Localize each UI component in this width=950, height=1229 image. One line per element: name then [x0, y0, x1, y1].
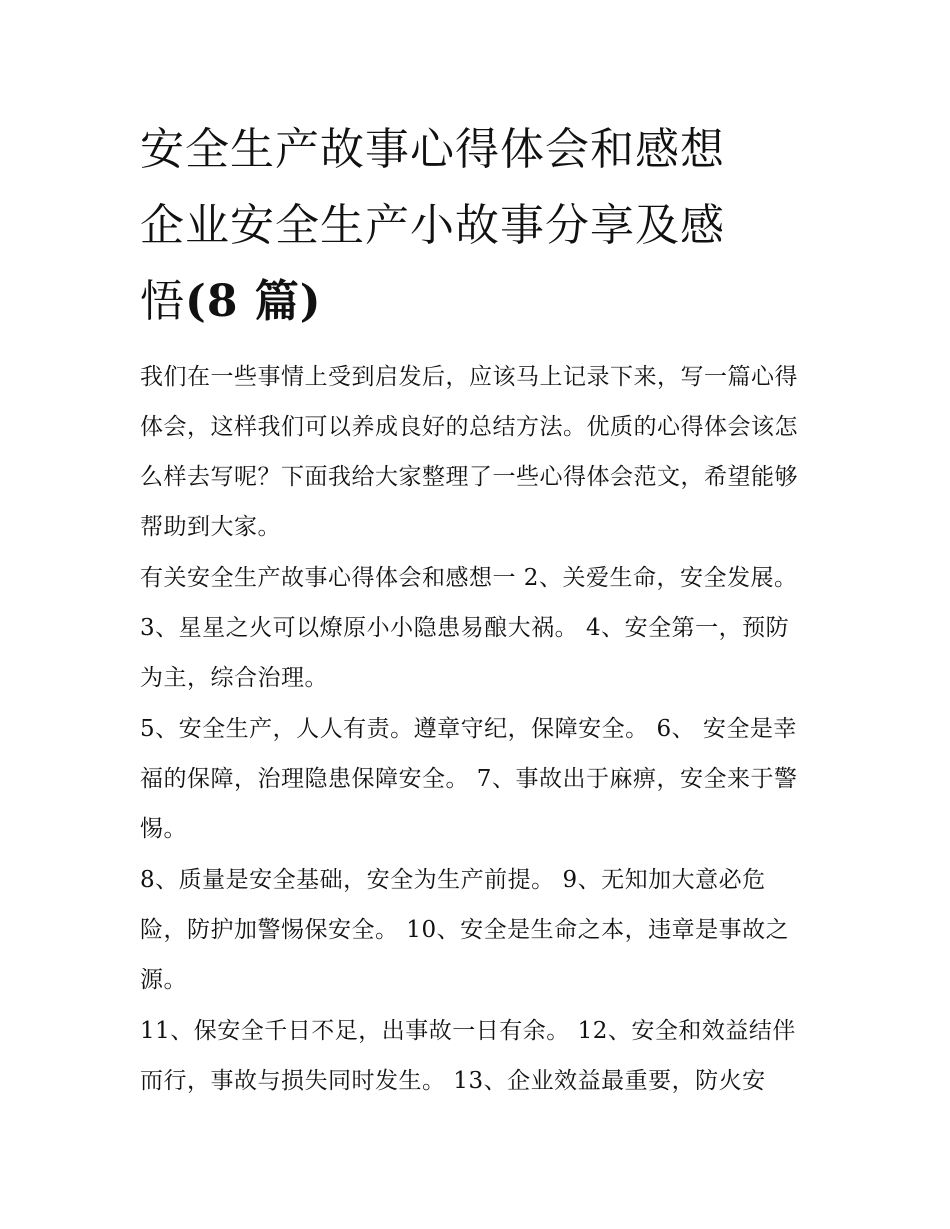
- title-line-3-suffix: (8 篇): [185, 276, 322, 327]
- slogan-paragraph-3: 8、质量是安全基础，安全为生产前提。 9、无知加大意必危险，防护加警惕保安全。 10、安全是生命之本，违章是事故之源。: [140, 867, 790, 993]
- document-body: [140, 112, 812, 1107]
- title-line-1: 安全生产故事心得体会和感想: [140, 124, 725, 175]
- title-line-2: 企业安全生产小故事分享及感: [140, 200, 725, 251]
- slogan-paragraph-1: 有关安全生产故事心得体会和感想一 2、关爱生命，安全发展。 3、星星之火可以燎原小小隐患易酿大祸。 4、安全第一，预防为主，综合治理。: [140, 565, 798, 691]
- title-line-3-prefix: 悟: [140, 276, 185, 327]
- slogan-paragraph-2: 5、安全生产，人人有责。遵章守纪，保障安全。 6、 安全是幸福的保障，治理隐患保障安全。 7、事故出于麻痹，安全来于警惕。: [140, 716, 798, 842]
- document-title: [140, 112, 812, 340]
- slogan-paragraph-4: 11、保安全千日不足，出事故一日有余。 12、安全和效益结伴而行，事故与损失同时发生。 13、企业效益最重要，防火安: [140, 1018, 796, 1094]
- intro-paragraph: 我们在一些事情上受到启发后，应该马上记录下来，写一篇心得体会，这样我们可以养成良好的总结方法。优质的心得体会该怎么样去写呢？下面我给大家整理了一些心得体会范文，希望能够帮助到大家。: [140, 364, 798, 540]
